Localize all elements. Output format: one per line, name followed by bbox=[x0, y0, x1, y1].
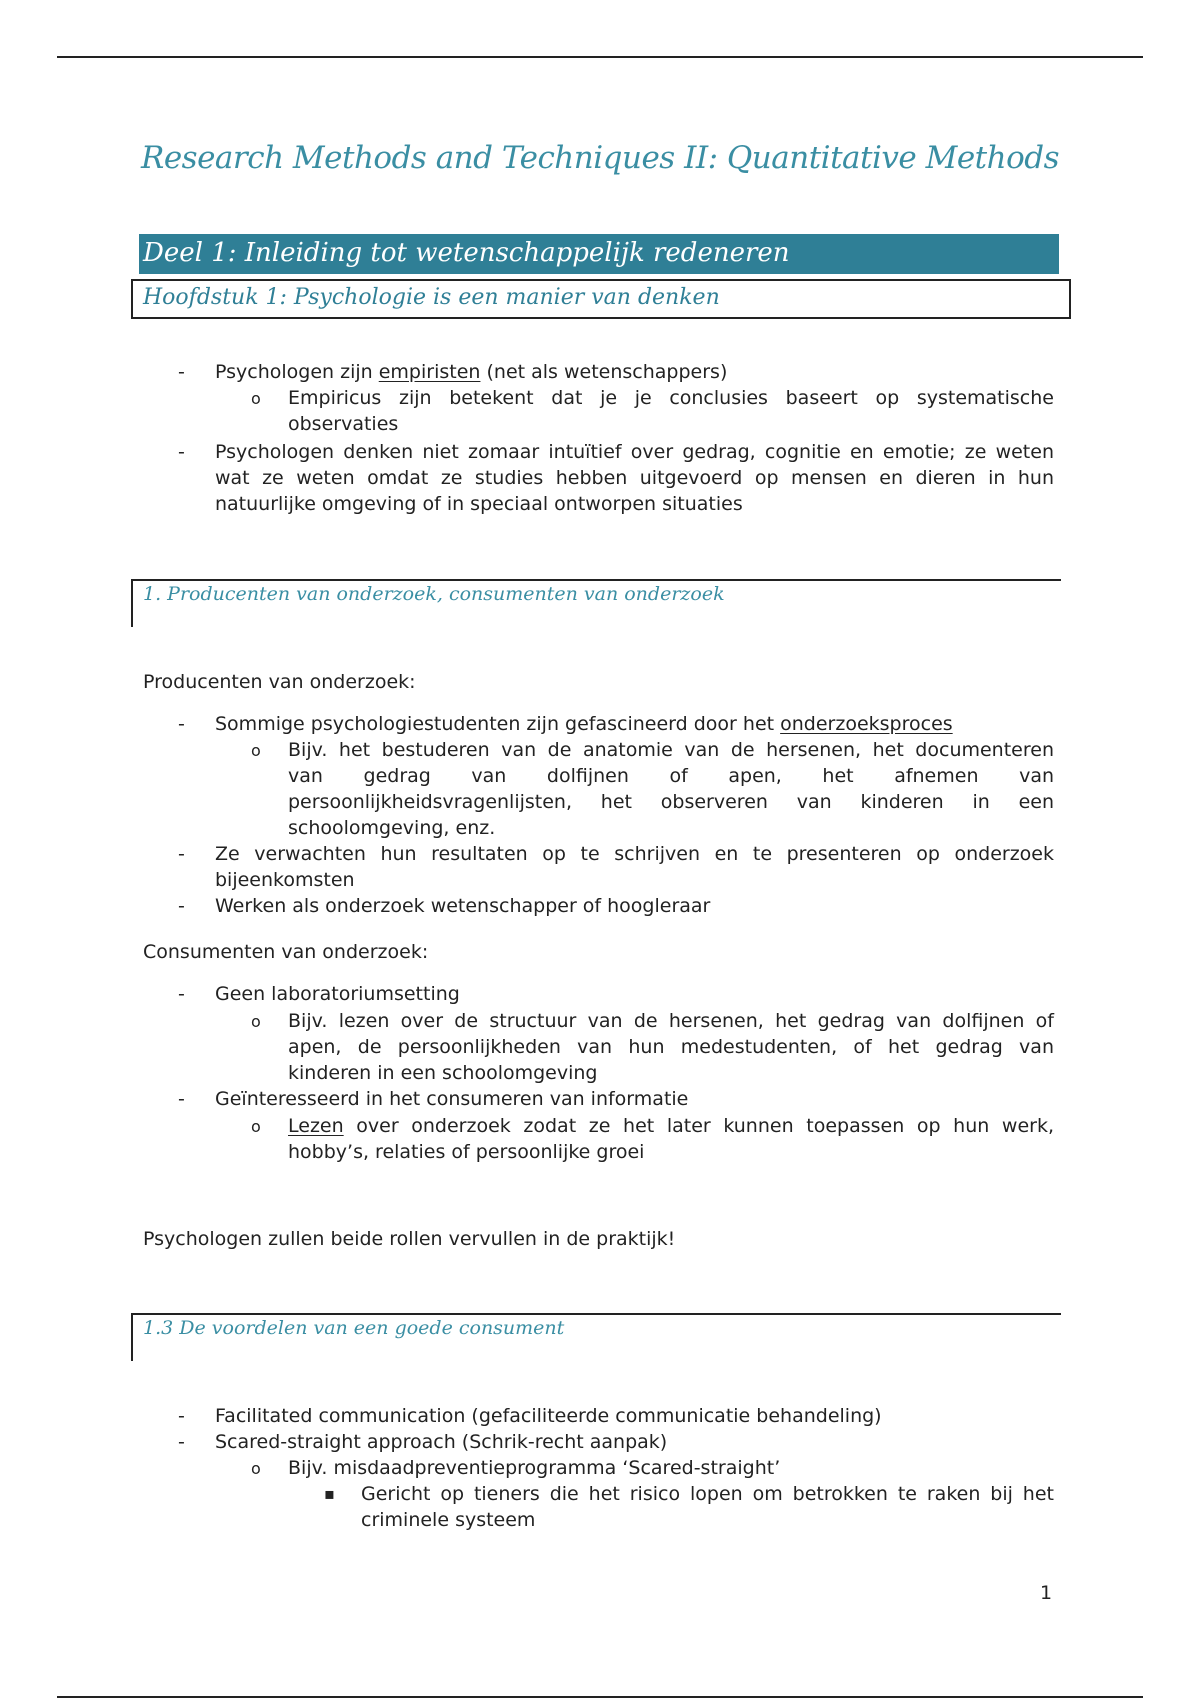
dash-bullet: - bbox=[178, 361, 185, 383]
section13-subsub-line-2: criminele systeem bbox=[361, 1509, 536, 1531]
intro-bullet-2-line-2: wat ze weten omdat ze studies hebben uitgevoerd op mensen en dieren in hun bbox=[215, 467, 1054, 489]
dash-bullet: - bbox=[178, 983, 185, 1005]
consumers-bullet-1: Geen laboratoriumsetting bbox=[215, 983, 460, 1005]
consumers-sub-2-line-1: Lezen over onderzoek zodat ze het later kunnen toepassen op hun werk, bbox=[288, 1115, 1054, 1137]
producers-bullet-1: Sommige psychologiestudenten zijn gefascineerd door het onderzoeksproces bbox=[215, 713, 953, 735]
section13-subsub-line-1: Gericht op tieners die het risico lopen om betrokken te raken bij het bbox=[361, 1483, 1054, 1505]
section-1-heading: 1. Producenten van onderzoek, consumenten van onderzoek bbox=[131, 579, 1061, 627]
dash-bullet: - bbox=[178, 895, 185, 917]
producers-sub-line-3: persoonlijkheidsvragenlijsten, het observeren van kinderen in een bbox=[288, 791, 1054, 813]
dash-bullet: - bbox=[178, 441, 185, 463]
section13-bullet-2: Scared-straight approach (Schrik-recht aanpak) bbox=[215, 1431, 668, 1453]
underlined-term: empiristen bbox=[378, 361, 481, 383]
section13-sub-bullet: Bijv. misdaadpreventieprogramma ‘Scared-straight’ bbox=[288, 1457, 781, 1479]
section13-bullet-1: Facilitated communication (gefaciliteerde communicatie behandeling) bbox=[215, 1405, 882, 1427]
producers-sub-line-4: schoolomgeving, enz. bbox=[288, 817, 496, 839]
section-1-3-heading: 1.3 De voordelen van een goede consument bbox=[131, 1313, 1061, 1361]
chapter-heading: Hoofdstuk 1: Psychologie is een manier van denken bbox=[131, 279, 1071, 319]
producers-bullet-3: Werken als onderzoek wetenschapper of hoogleraar bbox=[215, 895, 711, 917]
conclusion-text: Psychologen zullen beide rollen vervullen in de praktijk! bbox=[143, 1228, 676, 1250]
dash-bullet: - bbox=[178, 1431, 185, 1453]
consumers-sub-line-3: kinderen in een schoolomgeving bbox=[288, 1062, 598, 1084]
dash-bullet: - bbox=[178, 1088, 185, 1110]
circle-bullet: o bbox=[251, 1117, 261, 1136]
intro-bullet-1: Psychologen zijn empiristen (net als wetenschappers) bbox=[215, 361, 728, 383]
intro-bullet-2-line-3: natuurlijke omgeving of in speciaal ontworpen situaties bbox=[215, 493, 743, 515]
consumers-label: Consumenten van onderzoek: bbox=[143, 941, 429, 963]
consumers-sub-2-line-2: hobby’s, relaties of persoonlijke groei bbox=[288, 1141, 645, 1163]
intro-sub-bullet-line-2: observaties bbox=[288, 413, 399, 435]
intro-bullet-2-line-1: Psychologen denken niet zomaar intuïtief over gedrag, cognitie en emotie; ze weten bbox=[215, 441, 1054, 463]
producers-label: Producenten van onderzoek: bbox=[143, 671, 416, 693]
circle-bullet: o bbox=[251, 389, 261, 408]
consumers-sub-line-1: Bijv. lezen over de structuur van de hersenen, het gedrag van dolfijnen of bbox=[288, 1010, 1054, 1032]
circle-bullet: o bbox=[251, 1012, 261, 1031]
dash-bullet: - bbox=[178, 1405, 185, 1427]
bottom-rule bbox=[57, 1696, 1143, 1698]
square-bullet: ▪ bbox=[324, 1484, 335, 1503]
underlined-term: Lezen bbox=[288, 1115, 344, 1137]
top-rule bbox=[57, 56, 1143, 58]
consumers-bullet-2: Geïnteresseerd in het consumeren van informatie bbox=[215, 1088, 689, 1110]
part-heading: Deel 1: Inleiding tot wetenschappelijk redeneren bbox=[139, 234, 1059, 274]
circle-bullet: o bbox=[251, 1459, 261, 1478]
producers-sub-line-1: Bijv. het bestuderen van de anatomie van de hersenen, het documenteren bbox=[288, 739, 1054, 761]
producers-bullet-2-line-1: Ze verwachten hun resultaten op te schrijven en te presenteren op onderzoek bbox=[215, 843, 1054, 865]
dash-bullet: - bbox=[178, 843, 185, 865]
underlined-term: onderzoeksproces bbox=[780, 713, 953, 735]
producers-bullet-2-line-2: bijeenkomsten bbox=[215, 869, 355, 891]
producers-sub-line-2: van gedrag van dolfijnen of apen, het afnemen van bbox=[288, 765, 1054, 787]
circle-bullet: o bbox=[251, 741, 261, 760]
page-number: 1 bbox=[1040, 1582, 1053, 1604]
intro-sub-bullet-line-1: Empiricus zijn betekent dat je je conclusies baseert op systematische bbox=[288, 387, 1054, 409]
consumers-sub-line-2: apen, de persoonlijkheden van hun medestudenten, of het gedrag van bbox=[288, 1036, 1054, 1058]
dash-bullet: - bbox=[178, 713, 185, 735]
document-title: Research Methods and Techniques II: Quantitative Methods bbox=[140, 140, 1060, 176]
